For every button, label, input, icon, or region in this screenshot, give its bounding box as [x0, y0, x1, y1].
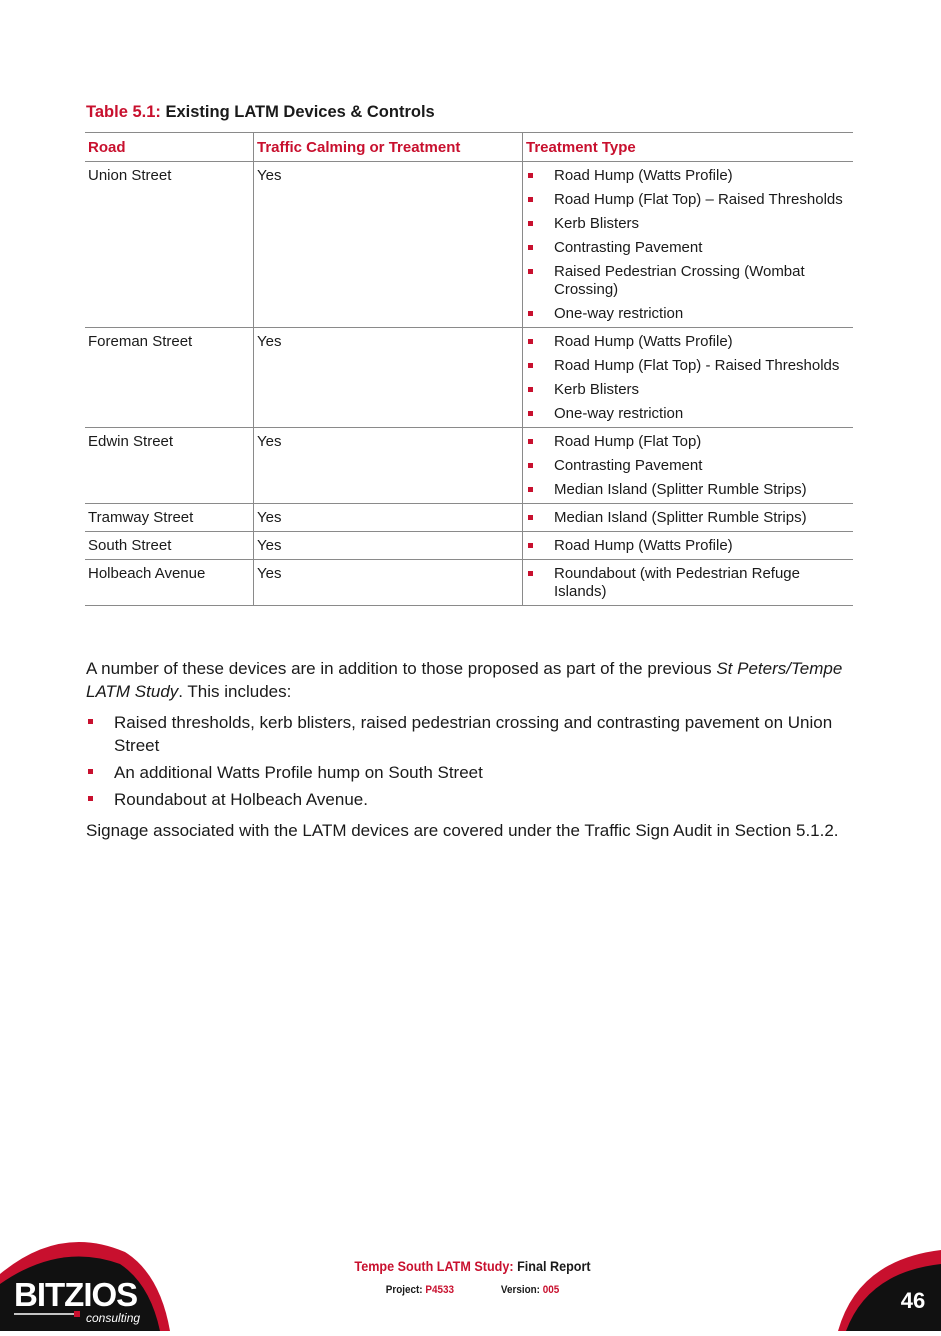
table-row — [85, 560, 853, 606]
project-label: Project: — [385, 1284, 423, 1296]
footer-meta — [317, 1284, 628, 1296]
table-caption-title: Existing LATM Devices & Controls — [165, 103, 435, 121]
calming-cell: Yes — [254, 560, 523, 606]
table-row — [85, 532, 853, 560]
intro-text-end: . This includes: — [178, 682, 292, 701]
table-row — [85, 428, 853, 504]
calming-cell: Yes — [254, 328, 523, 428]
table-header-row — [85, 133, 853, 162]
calming-cell: Yes — [254, 162, 523, 328]
list-item: An additional Watts Profile hump on South Street — [86, 761, 856, 784]
treatment-list — [526, 565, 850, 601]
road-cell: Tramway Street — [85, 504, 254, 532]
calming-cell: Yes — [254, 532, 523, 560]
road-cell: Holbeach Avenue — [85, 560, 254, 606]
treatment-item: Road Hump (Flat Top) - Raised Thresholds — [526, 357, 850, 375]
treatment-item: Kerb Blisters — [526, 381, 850, 399]
treatment-item: Road Hump (Watts Profile) — [526, 167, 850, 185]
includes-list — [86, 711, 856, 811]
treatment-item: Median Island (Splitter Rumble Strips) — [526, 481, 850, 499]
road-cell: Edwin Street — [85, 428, 254, 504]
calming-cell: Yes — [254, 428, 523, 504]
treatment-item: Roundabout (with Pedestrian Refuge Islands) — [526, 565, 850, 601]
treatment-item: Contrasting Pavement — [526, 239, 850, 257]
version-value: 005 — [542, 1284, 560, 1296]
footer — [300, 1258, 645, 1296]
calming-cell: Yes — [254, 504, 523, 532]
project-value: P4533 — [425, 1284, 454, 1296]
treatment-list — [526, 167, 850, 323]
header-road: Road — [85, 133, 254, 162]
road-cell: Union Street — [85, 162, 254, 328]
body-text — [86, 657, 856, 850]
logo-tagline: consulting — [86, 1311, 141, 1325]
table-body — [85, 162, 853, 606]
treatment-list — [526, 509, 850, 527]
treatment-type-cell — [523, 162, 854, 328]
latm-devices-table — [85, 132, 853, 606]
road-cell: South Street — [85, 532, 254, 560]
table-caption — [86, 103, 435, 122]
treatment-type-cell — [523, 504, 854, 532]
treatment-item: Road Hump (Flat Top) – Raised Thresholds — [526, 191, 850, 209]
treatment-item: Road Hump (Watts Profile) — [526, 537, 850, 555]
intro-study-name: St Peters/Tempe LATM Study — [86, 659, 843, 701]
treatment-type-cell — [523, 328, 854, 428]
treatment-list — [526, 333, 850, 423]
footer-title — [317, 1258, 628, 1274]
treatment-item: One-way restriction — [526, 305, 850, 323]
table-row — [85, 504, 853, 532]
table-row — [85, 328, 853, 428]
treatment-item: Contrasting Pavement — [526, 457, 850, 475]
list-item: Raised thresholds, kerb blisters, raised pedestrian crossing and contrasting pavement on Union Street — [86, 711, 856, 757]
signage-paragraph: Signage associated with the LATM devices are covered under the Traffic Sign Audit in Section 5.1.2. — [86, 821, 839, 840]
treatment-list — [526, 537, 850, 555]
treatment-type-cell — [523, 532, 854, 560]
treatment-item: Kerb Blisters — [526, 215, 850, 233]
treatment-type-cell — [523, 560, 854, 606]
version-label: Version: — [500, 1284, 540, 1296]
list-item: Roundabout at Holbeach Avenue. — [86, 788, 856, 811]
treatment-item: Median Island (Splitter Rumble Strips) — [526, 509, 850, 527]
footer-report: Final Report — [513, 1258, 591, 1274]
road-cell: Foreman Street — [85, 328, 254, 428]
table-row — [85, 162, 853, 328]
page-number: 46 — [900, 1288, 926, 1313]
header-calming: Traffic Calming or Treatment — [254, 133, 523, 162]
intro-text: A number of these devices are in addition to those proposed as part of the previous — [86, 659, 717, 678]
footer-study: Tempe South LATM Study: — [354, 1258, 514, 1274]
treatment-item: Raised Pedestrian Crossing (Wombat Crossing) — [526, 263, 850, 299]
treatment-list — [526, 433, 850, 499]
intro-paragraph — [86, 657, 856, 703]
treatment-item: One-way restriction — [526, 405, 850, 423]
logo-wordmark: BITZIOS — [14, 1276, 138, 1313]
treatment-item: Road Hump (Watts Profile) — [526, 333, 850, 351]
treatment-item: Road Hump (Flat Top) — [526, 433, 850, 451]
treatment-type-cell — [523, 428, 854, 504]
header-treatment-type: Treatment Type — [523, 133, 854, 162]
table-caption-number: Table 5.1: — [86, 103, 161, 121]
